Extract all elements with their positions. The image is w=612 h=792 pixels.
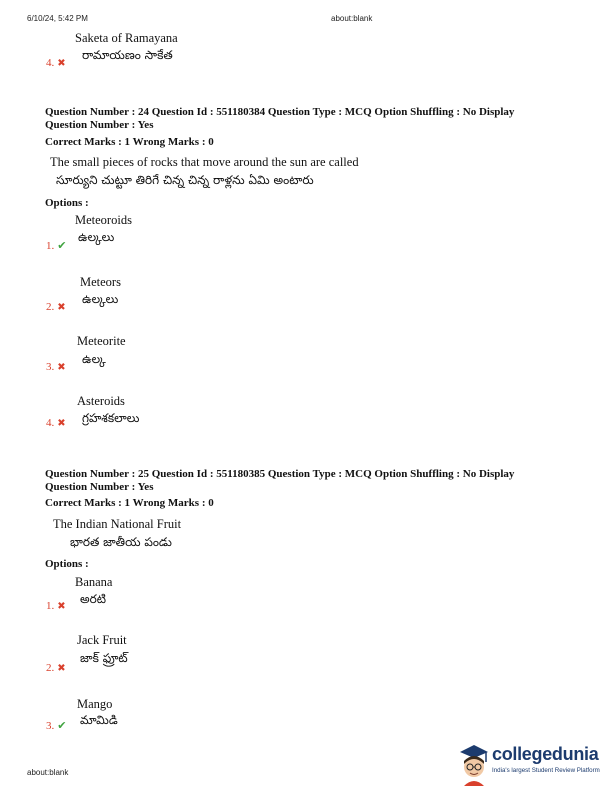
cross-icon: ✖ [57,362,66,373]
cross-icon: ✖ [57,302,66,313]
cross-icon: ✖ [57,58,66,69]
q25-question-telugu: భారత జాతీయ పండు [70,535,172,549]
print-datetime: 6/10/24, 5:42 PM [27,14,88,23]
q25-option-1-telugu: అరటి [80,592,106,606]
check-icon: ✔ [57,239,67,252]
cross-icon: ✖ [57,601,66,612]
q25-meta-2: Question Number : Yes [45,481,154,493]
q24-meta-2: Question Number : Yes [45,119,154,131]
q24-option-3-telugu: ఉల్క [82,352,106,366]
cross-icon: ✖ [57,418,66,429]
q25-option-3-telugu: మామిడి [80,713,118,727]
print-url: about:blank [331,14,373,23]
q25-option-2-number: 2. ✖ [46,662,66,674]
q24-option-2-english: Meteors [80,275,121,289]
q25-option-1-english: Banana [75,575,113,589]
q24-option-3-number: 3. ✖ [46,361,66,373]
brand-name: collegedunia [492,744,599,764]
q24-question-english: The small pieces of rocks that move around the sun are called [50,155,359,169]
q25-question-english: The Indian National Fruit [53,517,182,531]
student-avatar-icon [458,742,490,786]
prev-option-4-english: Saketa of Ramayana [75,31,178,45]
q25-option-1-number: 1. ✖ [46,600,66,612]
q25-meta: Question Number : 25 Question Id : 551180385 Question Type : MCQ Option Shuffling : No Display [45,468,515,480]
brand-tagline: India's largest Student Review Platform [492,767,600,774]
q24-option-1-english: Meteoroids [75,213,132,227]
q25-option-2-telugu: జాక్ ఫ్రూట్ [80,651,128,665]
q25-option-3-number: 3. ✔ [46,719,67,732]
q24-option-1-telugu: ఉల్కలు [78,230,115,244]
print-footer-url: about:blank [27,768,69,777]
q25-marks: Correct Marks : 1 Wrong Marks : 0 [45,497,214,509]
q24-option-2-number: 2. ✖ [46,301,66,313]
q25-options-label: Options : [45,558,89,570]
collegedunia-logo [458,742,608,786]
q24-meta: Question Number : 24 Question Id : 551180384 Question Type : MCQ Option Shuffling : No Display [45,106,515,118]
prev-option-4-number: 4. ✖ [46,57,66,69]
q25-option-2-english: Jack Fruit [77,633,127,647]
q24-marks: Correct Marks : 1 Wrong Marks : 0 [45,136,214,148]
prev-option-4-telugu: రామాయణం సాకేత [82,48,173,62]
q24-option-2-telugu: ఉల్కలు [82,292,119,306]
q24-option-4-english: Asteroids [77,394,125,408]
q24-options-label: Options : [45,197,89,209]
cross-icon: ✖ [57,663,66,674]
q24-option-4-telugu: గ్రహశకలాలు [82,411,140,425]
q24-option-1-number: 1. ✔ [46,239,67,252]
q25-option-3-english: Mango [77,697,113,711]
q24-option-4-number: 4. ✖ [46,417,66,429]
q24-question-telugu: సూర్యుని చుట్టూ తిరిగే చిన్న చిన్న రాళ్లను ఏమి అంటారు [56,173,314,187]
check-icon: ✔ [57,719,67,732]
q24-option-3-english: Meteorite [77,334,126,348]
